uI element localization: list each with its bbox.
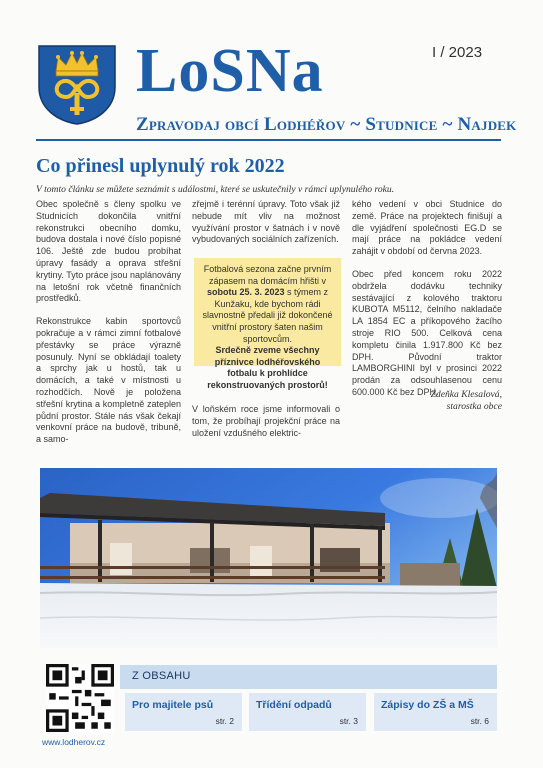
contents-item-page: str. 3 [339,716,358,726]
header-divider [36,139,501,141]
contents-label: Z OBSAHU [132,670,191,682]
paragraph: Obec společně s členy spolku ve Studnicích dokončila vnitřní rekonstrukci obecního domku, budova dostala i nové číslo popisné 106. Ještě zde budou probíhat úpravy fasády a oprava střešní krytiny. Tyto práce jsou naplánovány na letošní rok včetně finančních prostředků. [36,199,181,304]
contents-item-dog-owners[interactable] [125,693,242,731]
highlight-text [200,264,335,392]
signature-role: starostka obce [446,401,502,412]
contents-item-title: Třídění odpadů [256,699,332,711]
invitation-text: Srdečně zveme všechny příznivce lodhéřovského fotbalu k prohlídce rekonstruovaných prostorů! [207,345,328,390]
article-headline: Co přinesl uplynulý rok 2022 [36,155,285,177]
match-date: sobotu 25. 3. 2023 [206,287,285,298]
contents-item-page: str. 6 [470,716,489,726]
article-column-2-bottom [192,404,340,450]
football-season-highlight-box [194,258,341,390]
article-column-3 [352,199,502,410]
contents-item-waste-sorting[interactable] [249,693,366,731]
paragraph: kého vedení v obci Studnice do země. Práce na projektech finišují a dle vyjádření společnosti EG.D se mají práce na pokládce vedení zahájit v období od června 2023. [352,199,502,257]
qr-code-icon[interactable] [46,664,114,732]
contents-item-page: str. 2 [215,716,234,726]
newsletter-title: LoSNa [136,37,324,105]
article-signature [352,389,502,413]
highlight-text-part: s týmem z Kunžaku, kde bychom rádi slavnostně předali již dokončené vnitřní prostory šaten našim sportovcům. [202,287,333,344]
paragraph: V loňském roce jsme informovali o tom, že probíhají projekční práce na uložení vzdušného elektric- [192,404,340,438]
contents-item-title: Pro majitele psů [132,699,214,711]
paragraph: zřejmě i terénní úpravy. Toto však již nebude mít vliv na možnost využívání prostor v šatnách i v nově vybudovaných sociálních zařízeních. [192,199,340,245]
municipal-crest-icon [36,43,118,125]
contents-item-title: Zápisy do ZŠ a MŠ [381,699,474,711]
article-column-1 [36,199,181,457]
article-column-2-top [192,199,340,257]
clubhouse-photo [40,468,497,648]
contents-item-school-enrollment[interactable] [374,693,497,731]
paragraph: Obec před koncem roku 2022 obdržela dodávku techniky sestávající z kolového traktoru KUBOTA M5112, čelního nakladače LA 1854 EC a příkopového žacího stroje RIO 500. Celková cena kompletu činila 1.917.800 Kč bez DPH. Původní traktor LAMBORGHINI byl v prosinci 2022 prodán za odsouhlasenou cenu 600.000 Kč bez DPH. [352,268,502,397]
highlight-text-part: Fotbalová sezona začne prvním zápasem na domácím hřišti v [203,264,332,286]
website-link[interactable]: www.lodherov.cz [42,737,106,747]
signature-name: Zdeňka Klesalová, [430,389,502,400]
issue-number: I / 2023 [432,44,483,61]
paragraph: Rekonstrukce kabin sportovců pokračuje a v rámci zimní fotbalové přestávky se práce výrazně posunuly. Nyní se obkládají toalety a sprchy jak u hostů, tak u domácích, a také v místnosti u rozhodčích. Nově je položena střešní krytina a kompletně zateplen půdní prostor. Stále nás však čekají venkovní práce na budově, tribuně, a samo- [36,316,181,445]
article-lead: V tomto článku se můžete seznámit s událostmi, které se uskutečnily v rámci uplynulého roku. [36,184,395,195]
newsletter-subtitle: Zpravodaj obcí Lodhéřov ~ Studnice ~ Najdek [136,114,517,135]
